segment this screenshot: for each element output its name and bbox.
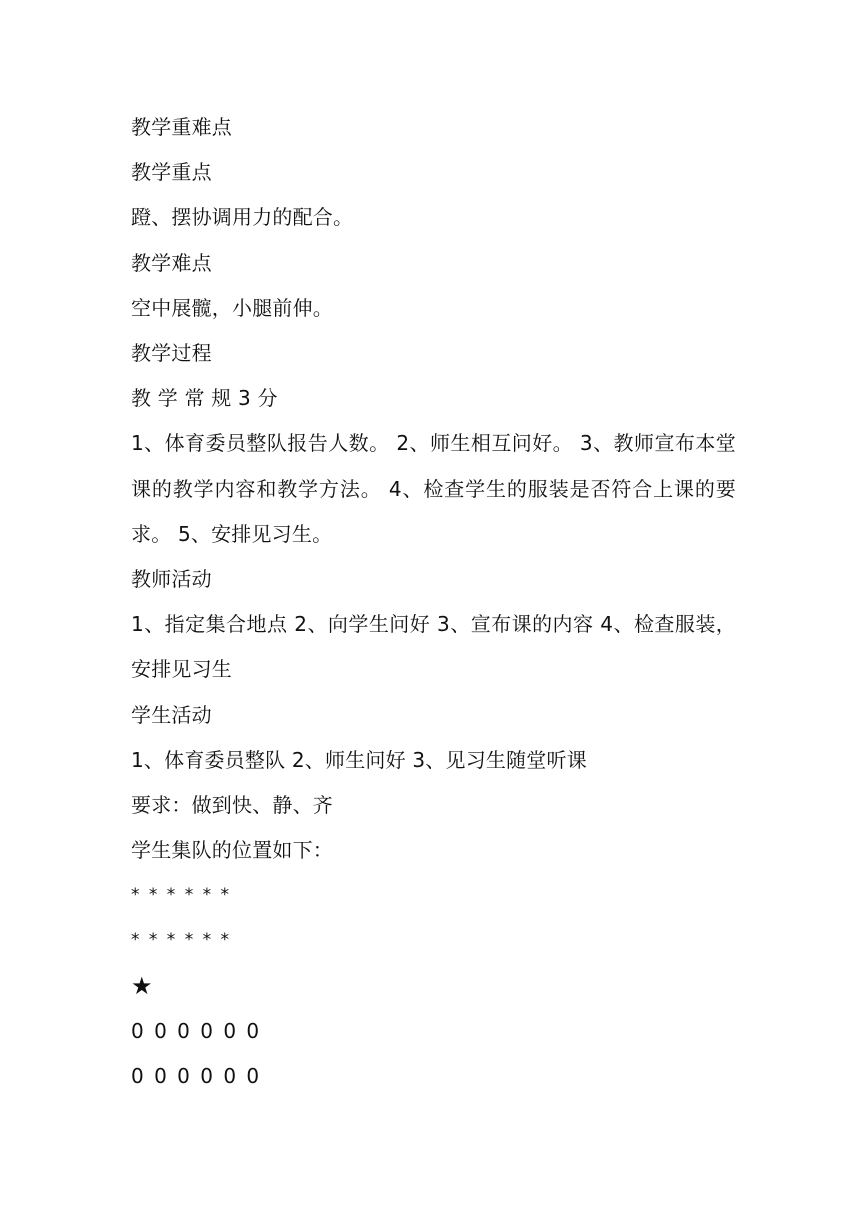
key-points-text: 蹬、摆协调用力的配合。: [131, 205, 354, 230]
heading-student-activity: 学生活动: [131, 702, 212, 727]
requirement-text: 要求：做到快、静、齐: [131, 792, 333, 817]
difficulties-text: 空中展髋，小腿前伸。: [131, 295, 333, 320]
formation-intro: 学生集队的位置如下：: [131, 838, 333, 863]
heading-teacher-activity: 教师活动: [131, 566, 212, 591]
student-activity-text: 1、体育委员整队 2、师生问好 3、见习生随堂听课: [131, 747, 587, 772]
routine-title: 教 学 常 规 3 分: [131, 386, 278, 411]
heading-key-points: 教学重点: [131, 160, 212, 185]
formation-row-students-2: * * * * * *: [131, 930, 232, 951]
formation-teacher-star: ★: [131, 971, 153, 1000]
heading-key-difficult: 教学重难点: [131, 115, 232, 139]
heading-process: 教学过程: [131, 340, 212, 365]
formation-row-students-4: 0 0 0 0 0 0: [131, 1064, 262, 1089]
teacher-activity-text: 1、指定集合地点 2、向学生问好 3、宣布课的内容 4、检查服装，安排见习生: [131, 612, 736, 682]
routine-text: 1、体育委员整队报告人数。 2、师生相互问好。 3、教师宣布本堂课的教学内容和教学方法。 4、检查学生的服装是否符合上课的要求。 5、安排见习生。: [131, 431, 736, 546]
formation-row-students-1: * * * * * *: [131, 885, 232, 906]
heading-difficulties: 教学难点: [131, 250, 212, 275]
document-body: [131, 105, 736, 1099]
formation-row-students-3: 0 0 0 0 0 0: [131, 1018, 262, 1043]
